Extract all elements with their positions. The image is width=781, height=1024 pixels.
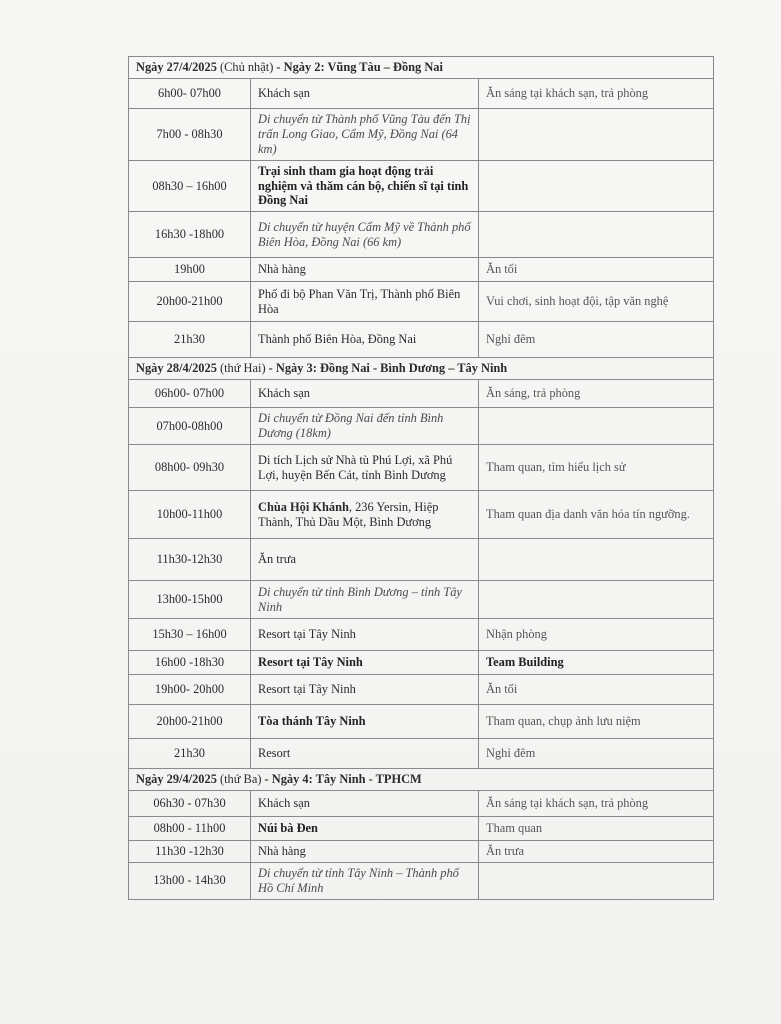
- activity-cell: Ăn trưa: [479, 841, 714, 863]
- activity-cell: Tham quan địa danh văn hóa tín ngưỡng.: [479, 491, 714, 539]
- activity-cell: [479, 160, 714, 212]
- activity-cell: [479, 862, 714, 899]
- schedule-row: [129, 705, 714, 739]
- place-cell: Nhà hàng: [251, 258, 479, 282]
- day-heading-part: (Chủ nhật): [219, 60, 274, 75]
- schedule-row: [129, 380, 714, 408]
- activity-cell: Tham quan: [479, 817, 714, 841]
- place-cell: Di chuyển từ Đồng Nai đến tỉnh Bình Dương (18km): [251, 408, 479, 445]
- place-cell: Khách sạn: [251, 79, 479, 109]
- activity-cell: [479, 109, 714, 161]
- time-cell: 19h00- 20h00: [129, 675, 251, 705]
- activity-cell: Team Building: [479, 651, 714, 675]
- schedule-row: [129, 841, 714, 863]
- schedule-row: [129, 491, 714, 539]
- time-cell: 21h30: [129, 322, 251, 358]
- day-heading-part: (thứ Ba): [219, 772, 262, 787]
- place-cell: Di chuyển từ huyện Cẩm Mỹ về Thành phố Biên Hòa, Đồng Nai (66 km): [251, 212, 479, 258]
- activity-cell: [479, 581, 714, 619]
- place-cell: Resort tại Tây Ninh: [251, 675, 479, 705]
- activity-cell: [479, 408, 714, 445]
- day-heading-part: - Ngày 4: Tây Ninh - TPHCM: [261, 772, 422, 787]
- time-cell: 16h30 -18h00: [129, 212, 251, 258]
- activity-cell: Ăn sáng, trả phòng: [479, 380, 714, 408]
- schedule-row: [129, 862, 714, 899]
- place-cell: Thành phố Biên Hòa, Đồng Nai: [251, 322, 479, 358]
- time-cell: 13h00 - 14h30: [129, 862, 251, 899]
- day-heading: [129, 358, 714, 380]
- activity-cell: [479, 212, 714, 258]
- place-cell: Di chuyển từ tỉnh Tây Ninh – Thành phố Hồ Chí Minh: [251, 862, 479, 899]
- activity-cell: Ăn sáng tại khách sạn, trả phòng: [479, 791, 714, 817]
- place-cell: Di tích Lịch sử Nhà tù Phú Lợi, xã Phú Lợi, huyện Bến Cát, tỉnh Bình Dương: [251, 445, 479, 491]
- place-cell: Trại sinh tham gia hoạt động trải nghiệm và thăm cán bộ, chiến sĩ tại tỉnh Đồng Nai: [251, 160, 479, 212]
- schedule-row: [129, 79, 714, 109]
- activity-cell: [479, 539, 714, 581]
- schedule-row: [129, 675, 714, 705]
- activity-cell: Nghỉ đêm: [479, 739, 714, 769]
- day-heading-part: - Ngày 2: Vũng Tàu – Đồng Nai: [273, 60, 443, 75]
- place-cell: Tòa thánh Tây Ninh: [251, 705, 479, 739]
- time-cell: 06h00- 07h00: [129, 380, 251, 408]
- time-cell: 07h00-08h00: [129, 408, 251, 445]
- day-heading: [129, 57, 714, 79]
- activity-cell: Tham quan, chụp ảnh lưu niệm: [479, 705, 714, 739]
- time-cell: 11h30 -12h30: [129, 841, 251, 863]
- day-heading-row: [129, 57, 714, 79]
- activity-cell: Ăn tối: [479, 258, 714, 282]
- day-heading-row: [129, 769, 714, 791]
- day-heading-part: (thứ Hai): [219, 361, 266, 376]
- itinerary-table: [128, 56, 714, 900]
- place-cell: Resort tại Tây Ninh: [251, 619, 479, 651]
- activity-cell: Tham quan, tìm hiểu lịch sử: [479, 445, 714, 491]
- place-cell: Núi bà Đen: [251, 817, 479, 841]
- time-cell: 7h00 - 08h30: [129, 109, 251, 161]
- place-cell: [251, 491, 479, 539]
- time-cell: 08h30 – 16h00: [129, 160, 251, 212]
- time-cell: 21h30: [129, 739, 251, 769]
- schedule-row: [129, 619, 714, 651]
- time-cell: 20h00-21h00: [129, 705, 251, 739]
- day-heading-part: - Ngày 3: Đồng Nai - Bình Dương – Tây Ninh: [265, 361, 508, 376]
- activity-cell: Vui chơi, sinh hoạt đội, tập văn nghệ: [479, 282, 714, 322]
- place-name: Chùa Hội Khánh: [258, 499, 349, 514]
- day-heading: [129, 769, 714, 791]
- time-cell: 08h00- 09h30: [129, 445, 251, 491]
- time-cell: 16h00 -18h30: [129, 651, 251, 675]
- time-cell: 06h30 - 07h30: [129, 791, 251, 817]
- time-cell: 11h30-12h30: [129, 539, 251, 581]
- activity-cell: Ăn sáng tại khách sạn, trả phòng: [479, 79, 714, 109]
- time-cell: 08h00 - 11h00: [129, 817, 251, 841]
- schedule-row: [129, 282, 714, 322]
- schedule-row: [129, 322, 714, 358]
- place-cell: Resort: [251, 739, 479, 769]
- day-heading-part: Ngày 28/4/2025: [136, 361, 220, 376]
- time-cell: 19h00: [129, 258, 251, 282]
- time-cell: 13h00-15h00: [129, 581, 251, 619]
- activity-cell: Nghỉ đêm: [479, 322, 714, 358]
- schedule-row: [129, 109, 714, 161]
- place-cell: Di chuyển từ tỉnh Bình Dương – tỉnh Tây Ninh: [251, 581, 479, 619]
- time-cell: 20h00-21h00: [129, 282, 251, 322]
- schedule-row: [129, 539, 714, 581]
- place-cell: Di chuyển từ Thành phố Vũng Tàu đến Thị trấn Long Giao, Cẩm Mỹ, Đồng Nai (64 km): [251, 109, 479, 161]
- time-cell: 15h30 – 16h00: [129, 619, 251, 651]
- place-cell: Khách sạn: [251, 380, 479, 408]
- day-heading-row: [129, 358, 714, 380]
- place-address: , 236 Yersin, Hiệp Thành, Thủ Dầu Một, Bình Dương: [258, 499, 439, 529]
- time-cell: 6h00- 07h00: [129, 79, 251, 109]
- activity-cell: Nhận phòng: [479, 619, 714, 651]
- day-heading-part: Ngày 29/4/2025: [136, 772, 220, 787]
- schedule-row: [129, 791, 714, 817]
- schedule-row: [129, 445, 714, 491]
- place-cell: Ăn trưa: [251, 539, 479, 581]
- schedule-row: [129, 817, 714, 841]
- place-cell: Khách sạn: [251, 791, 479, 817]
- schedule-row: [129, 739, 714, 769]
- place-cell: Nhà hàng: [251, 841, 479, 863]
- schedule-row: [129, 581, 714, 619]
- place-cell: Resort tại Tây Ninh: [251, 651, 479, 675]
- activity-cell: Ăn tối: [479, 675, 714, 705]
- schedule-row: [129, 258, 714, 282]
- schedule-row: [129, 408, 714, 445]
- time-cell: 10h00-11h00: [129, 491, 251, 539]
- day-heading-part: Ngày 27/4/2025: [136, 60, 220, 75]
- place-cell: Phố đi bộ Phan Văn Trị, Thành phố Biên Hòa: [251, 282, 479, 322]
- schedule-row: [129, 651, 714, 675]
- schedule-row: [129, 160, 714, 212]
- schedule-row: [129, 212, 714, 258]
